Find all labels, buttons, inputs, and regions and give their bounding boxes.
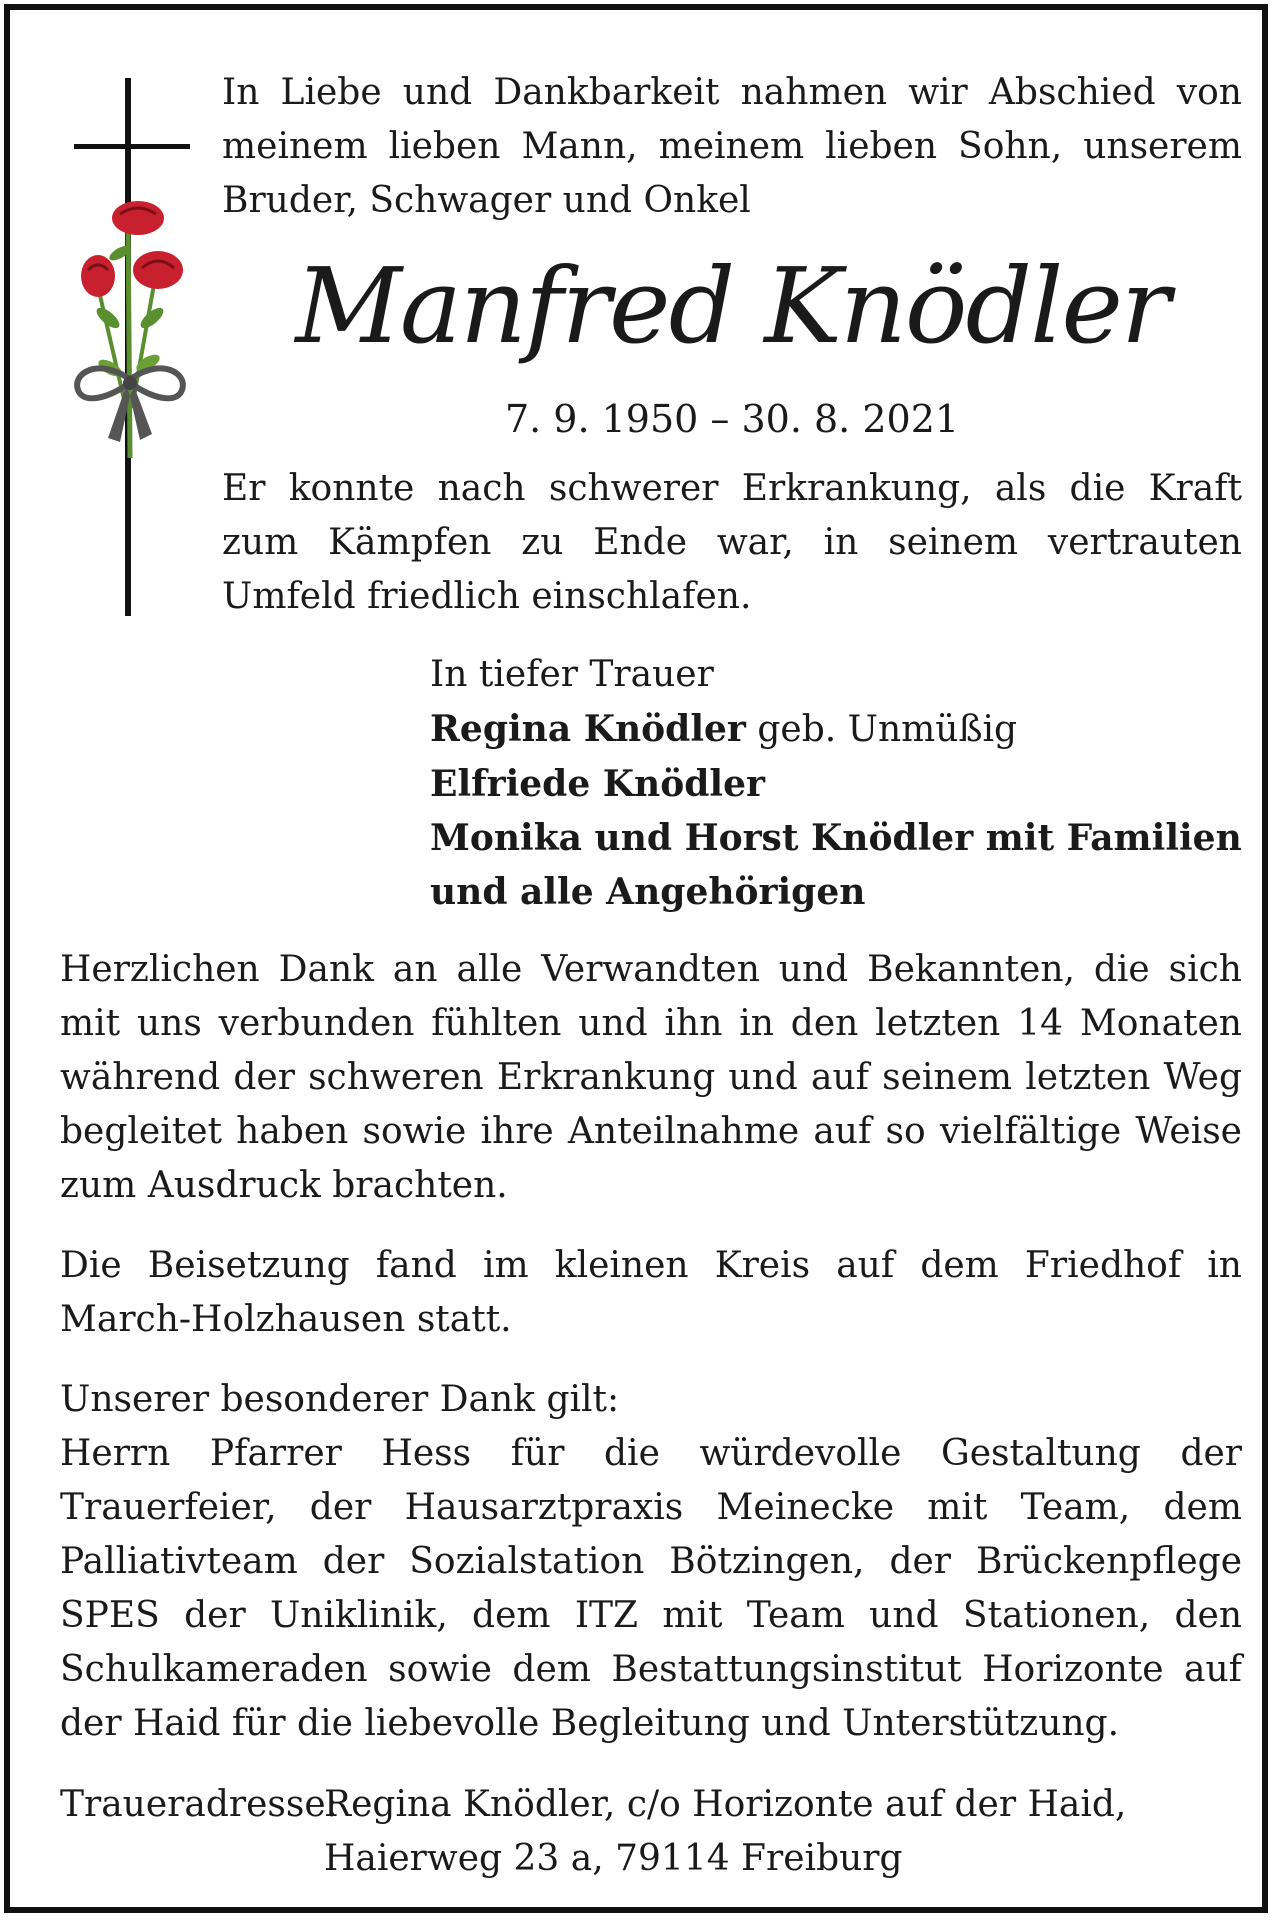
mourner-relatives: und alle Angehörigen xyxy=(430,871,866,913)
mourner-regina-suffix: geb. Unmüßig xyxy=(745,709,1018,750)
death-text: Er konnte nach schwerer Erkrankung, als die Kraft zum Kämpfen zu Ende war, in seinem vertrauten Umfeld friedlich einschlafen. xyxy=(222,468,1242,617)
mourners-intro: In tiefer Trauer xyxy=(430,654,714,695)
special-thanks-block xyxy=(60,1373,1242,1751)
address-block xyxy=(60,1778,1242,1886)
address-line-1: Regina Knödler, c/o Horizonte auf der Haid, xyxy=(324,1784,1127,1825)
thanks-paragraph: Herzlichen Dank an alle Verwandten und Bekannten, die sich mit uns verbunden fühlten und ihn in den letzten 14 Monaten während der schweren Erkrankung und auf seinem letzten Weg begleitet haben sowie ihre Anteilnahme auf so vielfältige Weise zum Ausdruck brachten. xyxy=(60,949,1242,1206)
address-line-2: Haierweg 23 a, 79114 Freiburg xyxy=(324,1838,903,1879)
cross-with-roses-icon xyxy=(68,78,198,618)
mourners-block xyxy=(430,648,1250,919)
special-thanks-title: Unserer besonderer Dank gilt: xyxy=(60,1379,620,1420)
life-dates: 7. 9. 1950 – 30. 8. 2021 xyxy=(504,397,960,441)
mourner-regina xyxy=(430,702,1250,757)
mourner-regina-name: Regina Knödler xyxy=(430,708,746,750)
special-thanks-text: Herrn Pfarrer Hess für die würdevolle Gestaltung der Trauerfeier, der Hausarztpraxis Meinecke mit Team, dem Palliativteam der Sozialstation Bötzingen, der Brückenpflege SPES der Uniklinik, dem ITZ mit Team und Stationen, den Schulkameraden sowie dem Bestattungsinstitut Horizonte auf der Haid für die liebevolle Begleitung und Unterstützung. xyxy=(60,1433,1242,1744)
burial-paragraph: Die Beisetzung fand im kleinen Kreis auf dem Friedhof in March-Holzhausen statt. xyxy=(60,1245,1242,1340)
mourner-monika-horst: Monika und Horst Knödler mit Familien xyxy=(430,817,1242,859)
mourner-elfriede: Elfriede Knödler xyxy=(430,763,765,805)
obituary-frame xyxy=(4,4,1268,1913)
deceased-name: Manfred Knödler xyxy=(295,245,1169,367)
intro-text: In Liebe und Dankbarkeit nahmen wir Abschied von meinem lieben Mann, meinem lieben Sohn, unserem Bruder, Schwager und Onkel xyxy=(222,72,1242,221)
address-label: Traueradresse: xyxy=(60,1784,338,1825)
